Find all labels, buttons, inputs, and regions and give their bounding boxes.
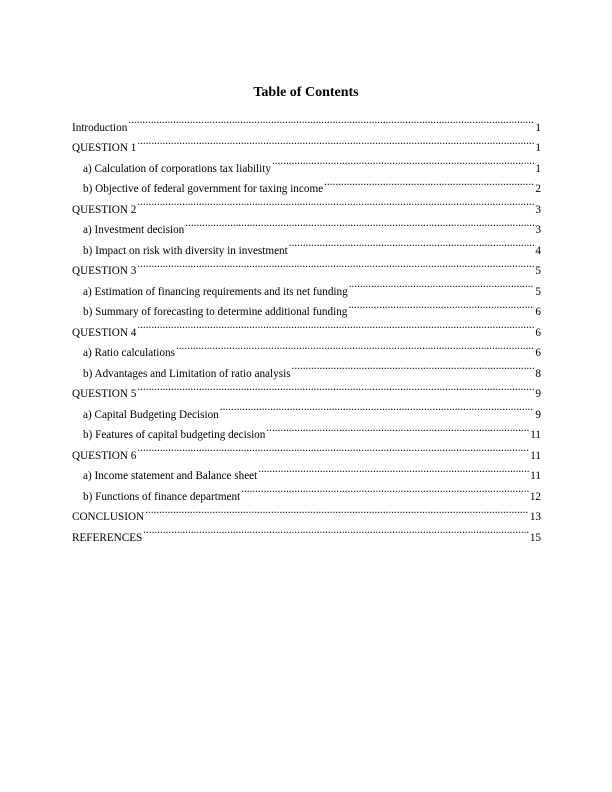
toc-entry-label: QUESTION 5 <box>72 388 137 400</box>
toc-dot-leader <box>128 110 534 131</box>
toc-entry-question-5[interactable] <box>72 377 541 398</box>
toc-dot-leader <box>266 418 529 439</box>
toc-dot-leader <box>176 336 534 357</box>
toc-entry-page: 5 <box>535 265 541 277</box>
toc-entry-label: a) Ratio calculations <box>83 347 175 359</box>
toc-entry-page: 9 <box>535 408 541 421</box>
toc-entry-label: CONCLUSION <box>72 511 145 523</box>
toc-entry-label: a) Income statement and Balance sheet <box>83 470 258 482</box>
toc-entry-label: QUESTION 6 <box>72 449 137 462</box>
toc-entry-question-2[interactable] <box>72 192 541 216</box>
toc-entry-page: 1 <box>535 162 541 175</box>
toc-entry-label: a) Calculation of corporations tax liability <box>83 162 271 175</box>
toc-dot-leader <box>137 438 529 459</box>
toc-entry-q5-a[interactable] <box>72 397 541 421</box>
toc-dot-leader <box>185 213 534 234</box>
toc-dot-leader <box>220 397 535 418</box>
toc-dot-leader <box>241 479 529 500</box>
toc-entry-label: b) Functions of finance department <box>83 490 241 503</box>
table-of-contents <box>72 110 541 544</box>
toc-dot-leader <box>324 172 534 193</box>
toc-dot-leader <box>292 356 535 377</box>
toc-entry-introduction[interactable] <box>72 110 541 134</box>
toc-entry-label: b) Impact on risk with diversity in investment <box>83 244 288 257</box>
toc-entry-q2-a[interactable] <box>72 213 541 234</box>
toc-dot-leader <box>137 131 534 152</box>
toc-entry-label: b) Objective of federal government for taxing income <box>83 183 324 195</box>
toc-entry-page: 6 <box>535 347 541 359</box>
toc-entry-page: 6 <box>535 326 541 339</box>
toc-entry-page: 9 <box>535 388 541 400</box>
toc-entry-page: 13 <box>529 511 541 523</box>
toc-entry-q6-a[interactable] <box>72 459 541 480</box>
toc-dot-leader <box>145 500 529 521</box>
toc-entry-label: a) Capital Budgeting Decision <box>83 408 219 421</box>
toc-entry-page: 12 <box>529 490 541 503</box>
toc-entry-q4-a[interactable] <box>72 336 541 357</box>
toc-entry-question-1[interactable] <box>72 131 541 152</box>
toc-entry-page: 3 <box>535 224 541 236</box>
toc-entry-label: QUESTION 2 <box>72 203 137 216</box>
toc-entry-page: 11 <box>530 429 541 441</box>
toc-entry-label: QUESTION 1 <box>72 142 137 154</box>
toc-entry-label: QUESTION 4 <box>72 326 137 339</box>
toc-entry-page: 6 <box>535 306 541 318</box>
toc-entry-question-6[interactable] <box>72 438 541 462</box>
toc-entry-q1-a[interactable] <box>72 151 541 175</box>
page-title: Table of Contents <box>253 85 359 100</box>
toc-entry-page: 1 <box>535 121 541 134</box>
toc-dot-leader <box>289 233 535 254</box>
toc-entry-label: a) Estimation of financing requirements and its net funding <box>83 285 348 298</box>
toc-entry-page: 4 <box>535 244 541 257</box>
toc-entry-q3-a[interactable] <box>72 274 541 298</box>
toc-entry-question-3[interactable] <box>72 254 541 275</box>
toc-dot-leader <box>137 254 534 275</box>
toc-dot-leader <box>258 459 529 480</box>
toc-entry-page: 11 <box>530 449 541 462</box>
toc-dot-leader <box>137 315 534 336</box>
toc-entry-page: 8 <box>535 367 541 380</box>
toc-entry-label: REFERENCES <box>72 531 143 544</box>
toc-entry-page: 11 <box>530 470 541 482</box>
toc-entry-label: b) Advantages and Limitation of ratio analysis <box>83 367 291 380</box>
toc-entry-label: b) Summary of forecasting to determine additional funding <box>83 306 348 318</box>
toc-entry-label: Introduction <box>72 121 128 134</box>
toc-entry-label: a) Investment decision <box>83 224 185 236</box>
toc-entry-page: 15 <box>529 531 541 544</box>
toc-entry-question-4[interactable] <box>72 315 541 339</box>
toc-dot-leader <box>348 295 534 316</box>
toc-entry-page: 2 <box>535 183 541 195</box>
toc-entry-page: 5 <box>535 285 541 298</box>
toc-entry-label: QUESTION 3 <box>72 265 137 277</box>
toc-dot-leader <box>349 274 535 295</box>
toc-entry-label: b) Features of capital budgeting decision <box>83 429 266 441</box>
toc-entry-references[interactable] <box>72 520 541 544</box>
toc-entry-page: 1 <box>535 142 541 154</box>
toc-dot-leader <box>137 377 534 398</box>
toc-dot-leader <box>137 192 534 213</box>
toc-dot-leader <box>143 520 529 541</box>
toc-dot-leader <box>272 151 534 172</box>
toc-entry-page: 3 <box>535 203 541 216</box>
